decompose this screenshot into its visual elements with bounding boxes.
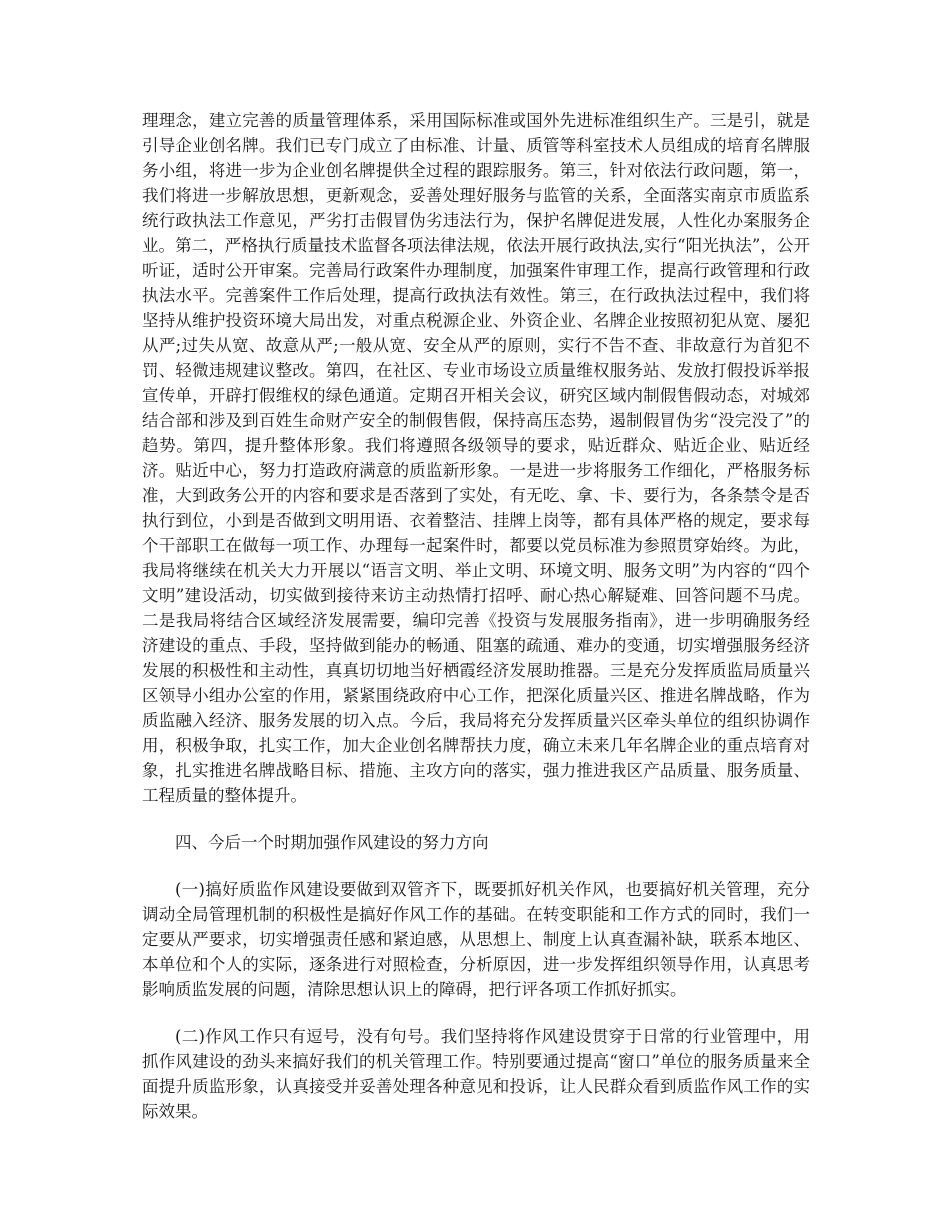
body-paragraph-2: (一)搞好质监作风建设要做到双管齐下，既要抓好机关作风，也要搞好机关管理，充分调动全局管理机制的积极性是搞好作风工作的基础。在转变职能和工作方式的同时，我们一定要从严要求，切实增强责任感和紧迫感，从思想上、制度上认真查漏补缺，联系本地区、本单位和个人的实际，逐条进行对照检查，分析原因，进一步发挥组织领导作用，认真思考影响质监发展的问题，清除思想认识上的障碍，把行评各项工作抓好抓实。 xyxy=(142,880,810,999)
document-page xyxy=(142,108,810,1124)
body-paragraph-1: 理理念，建立完善的质量管理体系，采用国际标准或国外先进标准组织生产。三是引，就是引导企业创名牌。我们已专门成立了由标准、计量、质管等科室技术人员组成的培育名牌服务小组，将进一步为企业创名牌提供全过程的跟踪服务。第三，针对依法行政问题，第一，我们将进一步解放思想，更新观念，妥善处理好服务与监管的关系，全面落实南京市质监系统行政执法工作意见，严劣打击假冒伪劣违法行为，保护名牌促进发展，人性化办案服务企业。第二，严格执行质量技术监督各项法律法规，依法开展行政执法,实行“阳光执法”，公开听证，适时公开审案。完善局行政案件办理制度，加强案件审理工作，提高行政管理和行政执法水平。完善案件工作后处理，提高行政执法有效性。第三，在行政执法过程中，我们将坚持从维护投资环境大局出发，对重点税源企业、外资企业、名牌企业按照初犯从宽、屡犯从严;过失从宽、故意从严;一般从宽、安全从严的原则，实行不告不查、非故意行为首犯不罚、轻微违规建议整改。第四，在社区、专业市场设立质量维权服务站、发放打假投诉举报宣传单，开辟打假维权的绿色通道。定期召开相关会议，研究区域内制假售假动态，对城郊结合部和涉及到百姓生命财产安全的制假售假，保持高压态势，遏制假冒伪劣“没完没了”的趋势。第四，提升整体形象。我们将遵照各级领导的要求，贴近群众、贴近企业、贴近经济。贴近中心，努力打造政府满意的质监新形象。一是进一步将服务工作细化，严格服务标准，大到政务公开的内容和要求是否落到了实处，有无吃、拿、卡、要行为，各条禁令是否执行到位，小到是否做到文明用语、衣着整洁、挂牌上岗等，都有具体严格的规定，要求每个干部职工在做每一项工作、办理每一起案件时，都要以党员标准为参照贯穿始终。为此，我局将继续在机关大力开展以“语言文明、举止文明、环境文明、服务文明”为内容的“四个文明”建设活动，切实做到接待来访主动热情打招呼、耐心热心解疑难、回答问题不马虎。二是我局将结合区域经济发展需要，编印完善《投资与发展服务指南》，进一步明确服务经济建设的重点、手段，坚持做到能办的畅通、阻塞的疏通、难办的变通，切实增强服务经济发展的积极性和主动性，真真切切地当好栖霞经济发展助推器。三是充分发挥质监局质量兴区领导小组办公室的作用，紧紧围绕政府中心工作，把深化质量兴区、推进名牌战略，作为质监融入经济、服务发展的切入点。今后，我局将充分发挥质量兴区牵头单位的组织协调作用，积极争取，扎实工作，加大企业创名牌帮扶力度，确立未来几年名牌企业的重点培育对象，扎实推进名牌战略目标、措施、主攻方向的落实，强力推进我区产品质量、服务质量、工程质量的整体提升。 xyxy=(142,111,810,805)
body-paragraph-3: (二)作风工作只有逗号，没有句号。我们坚持将作风建设贯穿于日常的行业管理中，用抓作风建设的劲头来搞好我们的机关管理工作。特别要通过提高“窗口”单位的服务质量来全面提升质监形象，认真接受并妥善处理各种意见和投诉，让人民群众看到质监作风工作的实际效果。 xyxy=(142,1027,810,1121)
section-heading: 四、今后一个时期加强作风建设的努力方向 xyxy=(175,833,489,852)
